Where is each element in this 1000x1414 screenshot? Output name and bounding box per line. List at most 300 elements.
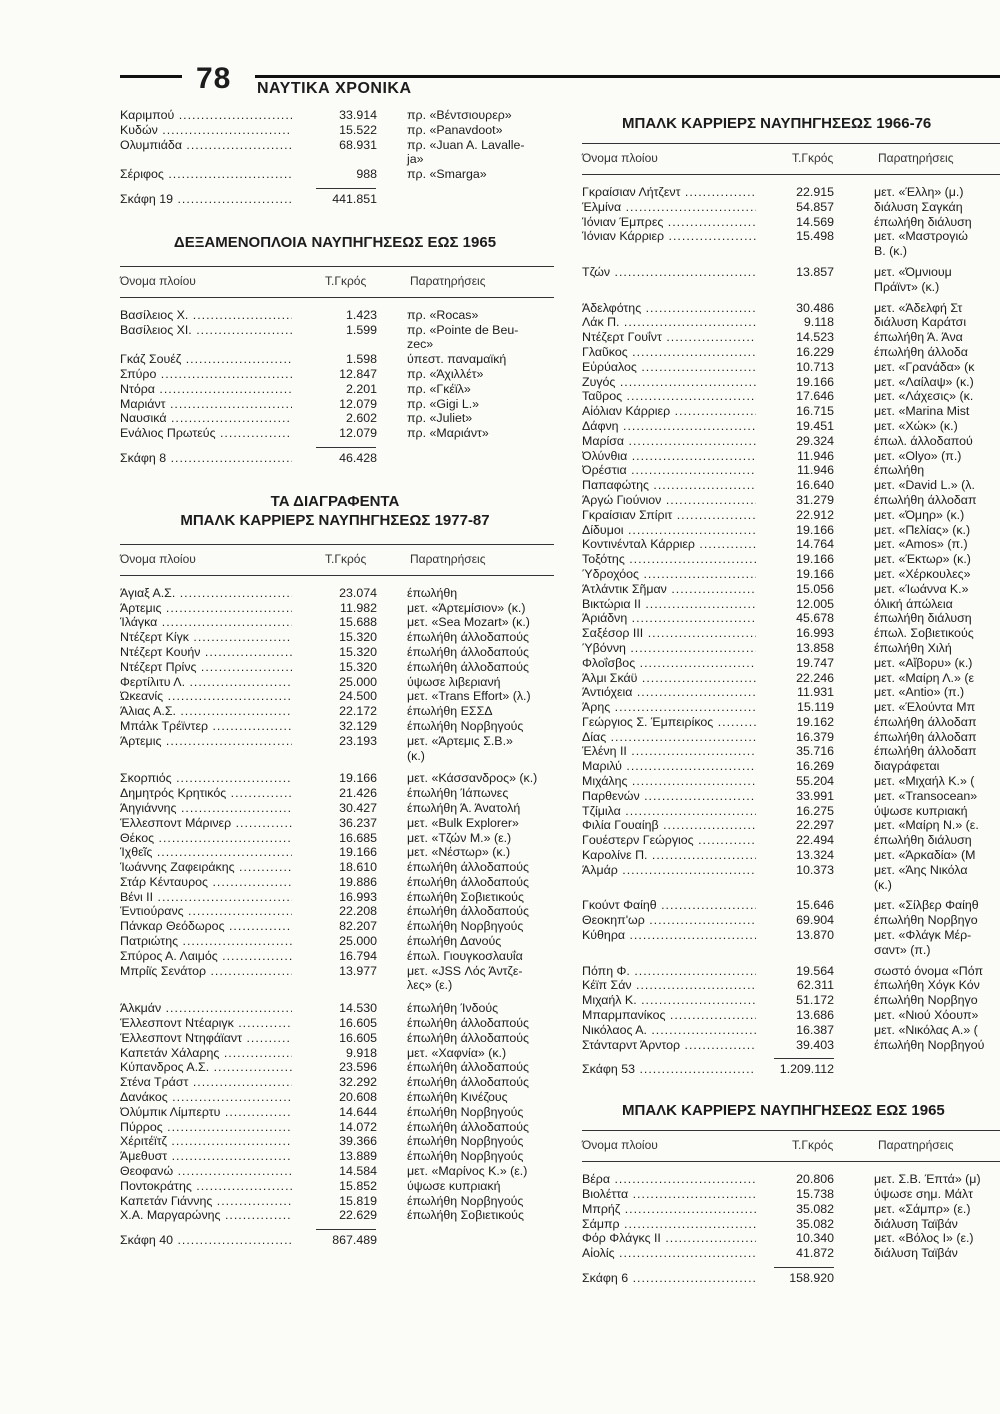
ship-name: Αἰόλιαν Κάρριερ ..... xyxy=(582,404,756,419)
ship-name: Άντιόχεια ..... xyxy=(582,685,756,700)
ship-name: Δανάκος ..... xyxy=(120,1090,292,1105)
gross-tonnage: 39.403 xyxy=(796,1037,834,1052)
col-header-gt: Τ.Γκρός xyxy=(792,1138,834,1153)
top-list-total xyxy=(120,192,560,207)
gross-tonnage: 16.229 xyxy=(796,344,834,359)
table-row xyxy=(582,789,1000,804)
ship-name: Βιολέττα ..... xyxy=(582,1187,756,1202)
remarks: έπωλήθη διάλυση xyxy=(874,214,972,229)
ship-name: Άηγιάννης ..... xyxy=(120,801,292,816)
gross-tonnage: 35.716 xyxy=(796,744,834,759)
table-row xyxy=(120,397,560,412)
remarks: έπωλ. άλλοδαπού xyxy=(874,433,973,448)
total-label: Σκάφη 53 ..... xyxy=(582,1062,756,1077)
gross-tonnage: 19.886 xyxy=(339,874,377,889)
gross-tonnage: 13.858 xyxy=(796,640,834,655)
ship-name: Μαριάντ ..... xyxy=(120,397,292,412)
table-row xyxy=(120,660,560,675)
gross-tonnage: 22.297 xyxy=(796,818,834,833)
ship-name: Σαξέσορ ΙΙΙ ..... xyxy=(582,626,756,641)
gross-tonnage: 15.852 xyxy=(339,1178,377,1193)
remarks: έπωλήθη άλλοδαπούς xyxy=(407,1060,529,1075)
table-row xyxy=(582,537,1000,552)
table-row xyxy=(120,816,560,831)
table-row xyxy=(582,582,1000,597)
remarks: έπωλήθη άλλοδαπούς xyxy=(407,904,529,919)
table-row xyxy=(582,345,1000,360)
bulk-65-title: ΜΠΑΛΚ ΚΑΡΡΙΕΡΣ ΝΑΥΠΗΓΗΣΕΩΣ ΕΩΣ 1965 xyxy=(622,1102,945,1120)
ship-name: Μαριλύ ..... xyxy=(582,759,756,774)
ship-name: Μιχάλης ..... xyxy=(582,774,756,789)
gross-tonnage: 14.072 xyxy=(339,1119,377,1134)
remarks: πρ. «Μαριάντ» xyxy=(407,426,489,441)
remarks: έπωλήθη Δανούς xyxy=(407,934,502,949)
gross-tonnage: 2.201 xyxy=(345,381,377,396)
gross-tonnage: 23.074 xyxy=(339,585,377,600)
remarks: έπωλήθη Κινέζους xyxy=(407,1090,508,1105)
gross-tonnage: 22.915 xyxy=(796,185,834,199)
col-header-name: Όνομα πλοίου xyxy=(582,1138,658,1153)
gross-tonnage: 68.931 xyxy=(339,137,377,152)
remarks: μετ. «JSS Λός Άντζε- λες» (ε.) xyxy=(407,963,523,993)
gross-tonnage: 11.946 xyxy=(797,448,834,463)
ship-name: Άλκμάν ..... xyxy=(120,1001,292,1016)
ship-name: Σπύρος Α. Λαιμός ..... xyxy=(120,949,292,964)
remarks: πρ. «Panavdoot» xyxy=(407,122,503,137)
gross-tonnage: 62.311 xyxy=(797,978,834,993)
gross-tonnage: 22.208 xyxy=(339,904,377,919)
ship-name: Κύπανδρος Α.Σ. ..... xyxy=(120,1060,292,1075)
col-header-name: Όνομα πλοίου xyxy=(120,551,196,566)
remarks: διάλυση Ταϊβάν xyxy=(874,1216,958,1231)
table-row xyxy=(582,1246,1000,1261)
remarks: έπωλήθη άλλοδαπούς xyxy=(407,1075,529,1090)
gross-tonnage: 16.379 xyxy=(796,729,834,744)
table-row xyxy=(120,108,560,123)
table-row xyxy=(582,229,1000,244)
remarks: μετ. «Bulk Explorer» xyxy=(407,815,519,830)
remarks: έπωλήθη άλλοδαπ xyxy=(874,744,977,759)
table-row xyxy=(582,567,1000,582)
remarks: έπωλήθη άλλοδαπ xyxy=(874,492,977,507)
table-row xyxy=(582,1217,1000,1232)
remarks: πρ. «Pointe de Beu- zec» xyxy=(407,322,519,352)
ship-name: Παπαφώτης ..... xyxy=(582,478,756,493)
deleted-title-line-2: ΜΠΑΛΚ ΚΑΡΡΙΕΡΣ ΝΑΥΠΗΓΗΣΕΩΣ 1977-87 xyxy=(180,511,490,529)
table-row xyxy=(120,771,560,786)
total-rule xyxy=(316,1229,376,1230)
table-row xyxy=(120,860,560,875)
gross-tonnage: 22.912 xyxy=(796,507,834,522)
ship-name: Άγιαξ Α.Σ. ..... xyxy=(120,586,292,601)
remarks: έπωλήθη Νορβηγούς xyxy=(407,919,524,934)
ship-name: Βέρα ..... xyxy=(582,1172,756,1187)
gross-tonnage: 29.324 xyxy=(796,433,834,448)
gross-tonnage: 1.423 xyxy=(345,307,377,322)
remarks: διάλυση Ταϊβάν xyxy=(874,1246,958,1261)
remarks: έπωλήθη Νορβηγούς xyxy=(407,1193,524,1208)
remarks: μετ. «Antio» (π.) xyxy=(874,685,965,700)
col-header-name: Όνομα πλοίου xyxy=(120,273,196,288)
ship-name: Έντιούρανς ..... xyxy=(120,904,292,919)
ship-name: Φερτίλιτυ Λ. ..... xyxy=(120,675,292,690)
table-row xyxy=(120,949,560,964)
ship-name: Ίόνιαν Κάρριερ ..... xyxy=(582,229,756,244)
gross-tonnage: 19.162 xyxy=(796,714,834,729)
ship-name: Στάνταρντ Άρντορ ..... xyxy=(582,1038,756,1053)
remarks: έπωλήθη άλλοδαπούς xyxy=(407,659,529,674)
remarks: πρ. «Juan A. Lavalle- ja» xyxy=(407,137,525,167)
remarks: μετ. «Ίωάννα Κ.» xyxy=(874,581,969,596)
remarks: έπωλήθη Ά. Άνατολή xyxy=(407,800,521,815)
table-row xyxy=(120,1046,560,1061)
ship-name: Δημητρός Κρητικός ..... xyxy=(120,786,292,801)
table-row xyxy=(120,630,560,645)
table-row xyxy=(582,478,1000,493)
ship-name: Δίδυμοι ..... xyxy=(582,523,756,538)
remarks: πρ. «Gigi L.» xyxy=(407,396,480,411)
ship-name: Άλιας Α.Σ. ..... xyxy=(120,704,292,719)
gross-tonnage: 16.794 xyxy=(339,948,377,963)
ship-name: Καπετάν Χάλαρης ..... xyxy=(120,1046,292,1061)
remarks: μετ. «Άρτεμις Σ.Β.» (κ.) xyxy=(407,733,513,763)
total-gt: 867.489 xyxy=(332,1233,377,1248)
table-row xyxy=(582,964,1000,979)
ship-name: Βασίλειος XI. ..... xyxy=(120,323,292,338)
table-row xyxy=(582,928,1000,943)
table-row xyxy=(120,601,560,616)
remarks: έπωλήθη Νορβηγούς xyxy=(407,1104,524,1119)
table-row xyxy=(582,818,1000,833)
col-header-gt: Τ.Γκρός xyxy=(325,551,367,566)
remarks: έπωλήθη άλλοδαπ xyxy=(874,714,977,729)
remarks: μετ. «Χέρκουλες» xyxy=(874,566,971,581)
table-row xyxy=(120,1134,560,1149)
ship-name: Κοντινένταλ Κάρριερ ..... xyxy=(582,537,756,552)
gross-tonnage: 16.387 xyxy=(796,1022,834,1037)
remarks: μετ. «Άρκαδία» (Μ xyxy=(874,848,976,863)
ship-name: Καρολίνε Π. ..... xyxy=(582,848,756,863)
table-row xyxy=(120,786,560,801)
ship-name: Μπάλκ Τρέϊντερ ..... xyxy=(120,719,292,734)
ship-name: Χέριτέϊτζ ..... xyxy=(120,1134,292,1149)
gross-tonnage: 19.166 xyxy=(339,771,377,786)
remarks: μετ. «Φλάγκ Μέρ- xyxy=(874,928,972,943)
ship-name: Πόπη Φ. ..... xyxy=(582,964,756,979)
table-row xyxy=(120,382,560,397)
gross-tonnage: 14.530 xyxy=(339,1001,377,1016)
remarks: μετ. «Όμηρ» (κ.) xyxy=(874,507,965,522)
col-header-name: Όνομα πλοίου xyxy=(582,151,658,165)
table-row xyxy=(120,138,560,168)
gross-tonnage: 19.451 xyxy=(796,418,834,433)
col-header-notes: Παρατηρήσεις xyxy=(410,273,486,288)
gross-tonnage: 19.166 xyxy=(339,845,377,860)
remarks: μετ. «Έλούντα Μπ xyxy=(874,700,976,715)
gross-tonnage: 19.166 xyxy=(796,552,834,567)
table-row xyxy=(582,978,1000,993)
table-row xyxy=(120,719,560,734)
ship-name: Άτλάντικ Σῆμαν ..... xyxy=(582,582,756,597)
gross-tonnage: 19.166 xyxy=(796,522,834,537)
table-row xyxy=(582,759,1000,774)
ship-name: Μπρήζ ..... xyxy=(582,1202,756,1217)
gross-tonnage: 21.426 xyxy=(339,786,377,801)
gross-tonnage: 1.598 xyxy=(345,352,377,367)
table-row xyxy=(582,730,1000,745)
remarks: μετ. «Άης Νικόλα xyxy=(874,862,968,877)
gross-tonnage: 24.500 xyxy=(339,689,377,704)
gross-tonnage: 16.715 xyxy=(796,404,834,419)
ship-name: Τζών ..... xyxy=(582,265,756,280)
table-row xyxy=(120,875,560,890)
ship-name: Μπαρμπανίκος ..... xyxy=(582,1008,756,1023)
ship-name: Έλλεσποντ Μάρινερ ..... xyxy=(120,816,292,831)
gross-tonnage: 10.340 xyxy=(796,1231,834,1246)
total-rule xyxy=(774,1058,834,1059)
gross-tonnage: 14.584 xyxy=(339,1164,377,1179)
remarks: μετ. Σ.Β. Έπτά» (μ) xyxy=(874,1172,981,1187)
remarks: ύψωσε κυπριακή xyxy=(407,1178,501,1193)
table-row xyxy=(120,1208,560,1223)
ship-name: Γκραίσιαν Λήτζεντ ..... xyxy=(582,185,756,200)
remarks: έπωλήθη άλλοδαπούς xyxy=(407,630,529,645)
tankers-list xyxy=(120,308,560,441)
remarks: πρ. «Άχιλλέτ» xyxy=(407,366,484,381)
table-row xyxy=(582,913,1000,928)
ship-name: Καπετάν Γιάννης ..... xyxy=(120,1194,292,1209)
remarks: διαγράφεται xyxy=(874,759,940,774)
table-row xyxy=(120,689,560,704)
table-row xyxy=(582,185,1000,200)
table-row xyxy=(582,641,1000,656)
ship-name: Σέριφος ..... xyxy=(120,167,292,182)
table-row xyxy=(120,919,560,934)
total-label: Σκάφη 8 ..... xyxy=(120,451,292,466)
ship-name: Έλλεσποντ Ντέαριγκ ..... xyxy=(120,1016,292,1031)
page-header xyxy=(120,64,1000,100)
ship-name: Στάρ Κένταυρος ..... xyxy=(120,875,292,890)
remarks: έπωλ. Σοβιετικούς xyxy=(874,626,974,641)
table-row xyxy=(582,434,1000,449)
gross-tonnage: 13.857 xyxy=(796,264,834,279)
gross-tonnage: 20.806 xyxy=(796,1172,834,1187)
table-row xyxy=(120,123,560,138)
ship-name: Άδελφότης ..... xyxy=(582,301,756,316)
gross-tonnage: 14.644 xyxy=(339,1104,377,1119)
gross-tonnage: 15.056 xyxy=(796,581,834,596)
table-row xyxy=(120,964,560,994)
ship-name: Άριάδνη ..... xyxy=(582,611,756,626)
remarks: έπωλήθη Σοβιετικούς xyxy=(407,889,524,904)
remarks: μετ. «Αἴβορυ» (κ.) xyxy=(874,655,973,670)
remarks: πρ. «Juliet» xyxy=(407,411,473,426)
gross-tonnage: 12.079 xyxy=(339,426,377,441)
tankers-total xyxy=(120,451,560,466)
ship-name: Ύδροχόος ..... xyxy=(582,567,756,582)
gross-tonnage: 15.320 xyxy=(339,644,377,659)
gross-tonnage: 16.605 xyxy=(339,1030,377,1045)
table-row xyxy=(582,244,1000,259)
total-rule xyxy=(316,447,376,448)
remarks: μετ. «Μαρίνος Κ.» (ε.) xyxy=(407,1164,528,1179)
table-row xyxy=(120,734,560,764)
ship-name: Δάφνη ..... xyxy=(582,419,756,434)
ship-name: Φλοΐσβος ..... xyxy=(582,656,756,671)
remarks: μετ. «Μαστρογιώ xyxy=(874,229,968,244)
total-label: Σκάφη 6 ..... xyxy=(582,1271,756,1286)
ship-name: Ναυσικά ..... xyxy=(120,411,292,426)
gross-tonnage: 19.564 xyxy=(796,963,834,978)
table-row xyxy=(582,685,1000,700)
table-row xyxy=(582,200,1000,215)
table-row xyxy=(120,367,560,382)
col-header-notes: Παρατηρήσεις xyxy=(878,151,954,165)
gross-tonnage: 15.646 xyxy=(796,898,834,913)
remarks: μετ. «Μαίρη Ν.» (ε. xyxy=(874,818,979,833)
table-row xyxy=(582,523,1000,538)
table-row xyxy=(582,1038,1000,1053)
remarks: Πράϊντ» (κ.) xyxy=(874,279,940,294)
table-row xyxy=(582,863,1000,878)
ship-name: Άλμάρ ..... xyxy=(582,863,756,878)
gross-tonnage: 30.486 xyxy=(796,300,834,315)
table-row xyxy=(582,1008,1000,1023)
table-row xyxy=(582,833,1000,848)
top-list xyxy=(120,108,560,182)
remarks: έπωλήθη Νορβηγούς xyxy=(407,1134,524,1149)
gross-tonnage: 11.982 xyxy=(340,600,377,615)
ship-name: Μπρίϊς Σενάτορ ..... xyxy=(120,964,292,979)
table-row xyxy=(120,1075,560,1090)
table-row xyxy=(120,1105,560,1120)
table-row xyxy=(120,411,560,426)
remarks: μετ. «Σάμπρ» (ε.) xyxy=(874,1201,971,1216)
remarks: πρ. «Rocas» xyxy=(407,307,479,322)
ship-name: Έλμίνα ..... xyxy=(582,200,756,215)
remarks: έπωλήθη Νορβηγούς xyxy=(407,718,524,733)
gross-tonnage: 33.991 xyxy=(796,788,834,803)
table-row xyxy=(120,1016,560,1031)
remarks: σωστό όνομα «Πόπ xyxy=(874,963,984,978)
table-row xyxy=(582,943,1000,958)
ship-name: Βασίλειος Χ. ..... xyxy=(120,308,292,323)
gross-tonnage: 22.494 xyxy=(796,833,834,848)
ship-name: Ίόνιαν Έμπρες ..... xyxy=(582,215,756,230)
gross-tonnage: 19.166 xyxy=(796,566,834,581)
gross-tonnage: 33.914 xyxy=(339,108,377,122)
remarks: μετ. «Μιχαήλ Κ.» ( xyxy=(874,774,975,789)
table-row xyxy=(120,645,560,660)
remarks: μετ. «Transocean» xyxy=(874,788,978,803)
ship-name: Καριμπού ..... xyxy=(120,108,292,123)
gross-tonnage: 1.599 xyxy=(345,322,377,337)
table-row xyxy=(120,1164,560,1179)
remarks: διάλυση Σαγκάη xyxy=(874,199,963,214)
table-row xyxy=(582,878,1000,893)
remarks: μετ. «Τζών Μ.» (ε.) xyxy=(407,830,512,845)
gross-tonnage: 10.373 xyxy=(796,862,834,877)
table-row xyxy=(120,675,560,690)
table-row xyxy=(120,831,560,846)
gross-tonnage: 16.605 xyxy=(339,1016,377,1031)
table-row xyxy=(120,704,560,719)
gross-tonnage: 15.320 xyxy=(339,659,377,674)
ship-name: Ίλάγκα ..... xyxy=(120,615,292,630)
gross-tonnage: 988 xyxy=(356,167,377,182)
table-row xyxy=(582,552,1000,567)
ship-name: Θεοφανώ ..... xyxy=(120,1164,292,1179)
table-row xyxy=(582,700,1000,715)
gross-tonnage: 16.269 xyxy=(796,759,834,774)
ship-name: Γκάζ Σουέζ ..... xyxy=(120,352,292,367)
gross-tonnage: 13.977 xyxy=(339,963,377,978)
remarks: έπωλήθη άλλοδαπούς xyxy=(407,1030,529,1045)
remarks: έπωλήθη Χόγκ Κόν xyxy=(874,978,980,993)
table-row xyxy=(120,586,560,601)
ship-name: Τοξότης ..... xyxy=(582,552,756,567)
remarks: πρ. «Βέντσιουρερ» xyxy=(407,108,512,122)
ship-name: Όρέστια ..... xyxy=(582,463,756,478)
ship-name: Ντέζερτ Κίγκ ..... xyxy=(120,630,292,645)
gross-tonnage: 15.688 xyxy=(339,615,377,630)
remarks: Β. (κ.) xyxy=(874,244,908,259)
gross-tonnage: 23.596 xyxy=(339,1060,377,1075)
ship-name: Βικτώρια ΙΙ ..... xyxy=(582,597,756,612)
ship-name: Βένι ΙΙ ..... xyxy=(120,890,292,905)
gross-tonnage: 2.602 xyxy=(345,411,377,426)
remarks: μετ. «Νικόλας Α.» ( xyxy=(874,1022,978,1037)
table-row xyxy=(582,1187,1000,1202)
gross-tonnage: 69.904 xyxy=(796,913,834,928)
ship-name: Ολυμπιάδα ..... xyxy=(120,138,292,153)
table-row xyxy=(120,1031,560,1046)
ship-name: Ταῦρος ..... xyxy=(582,389,756,404)
total-gt: 158.920 xyxy=(789,1271,834,1285)
gross-tonnage: 32.292 xyxy=(339,1075,377,1090)
ship-name: Νικόλαος Α. ..... xyxy=(582,1023,756,1038)
gross-tonnage: 11.946 xyxy=(797,463,834,478)
remarks: έπωλήθη άλλοδαπούς xyxy=(407,860,529,875)
remarks: μετ. «Όμνιουμ xyxy=(874,264,952,279)
deleted-total xyxy=(120,1233,560,1248)
table-row xyxy=(120,167,560,182)
gross-tonnage: 22.629 xyxy=(339,1208,377,1223)
ship-name: Ενάλιος Πρωτεύς ..... xyxy=(120,426,292,441)
ship-name: Αἰολίς ..... xyxy=(582,1246,756,1261)
ship-name: Εὐρύαλος ..... xyxy=(582,360,756,375)
remarks: έπωλήθη Ά. Άνα xyxy=(874,330,963,345)
table-row xyxy=(582,993,1000,1008)
bulk-65-total xyxy=(582,1271,1000,1286)
table-row xyxy=(120,1149,560,1164)
gross-tonnage: 20.608 xyxy=(339,1090,377,1105)
gross-tonnage: 25.000 xyxy=(339,674,377,689)
remarks: έπωλήθη Ίάπωνες xyxy=(407,786,509,801)
remarks: έπωλήθη Νορβηγο xyxy=(874,993,978,1008)
gross-tonnage: 13.889 xyxy=(339,1149,377,1164)
page-number: 78 xyxy=(196,62,232,95)
remarks: μετ. «Βόλος Ι» (ε.) xyxy=(874,1231,974,1246)
remarks: ύψωσε κυπριακή xyxy=(874,803,968,818)
table-row xyxy=(120,845,560,860)
remarks: μετ. «Χώκ» (κ.) xyxy=(874,418,958,433)
remarks: μετ. «Λάχεσις» (κ. xyxy=(874,389,974,404)
table-row xyxy=(582,301,1000,316)
ship-name: Κέϊπ Σάν ..... xyxy=(582,978,756,993)
header-rule-left xyxy=(120,75,182,78)
ship-name: Ντέζερτ Πρίνς ..... xyxy=(120,660,292,675)
